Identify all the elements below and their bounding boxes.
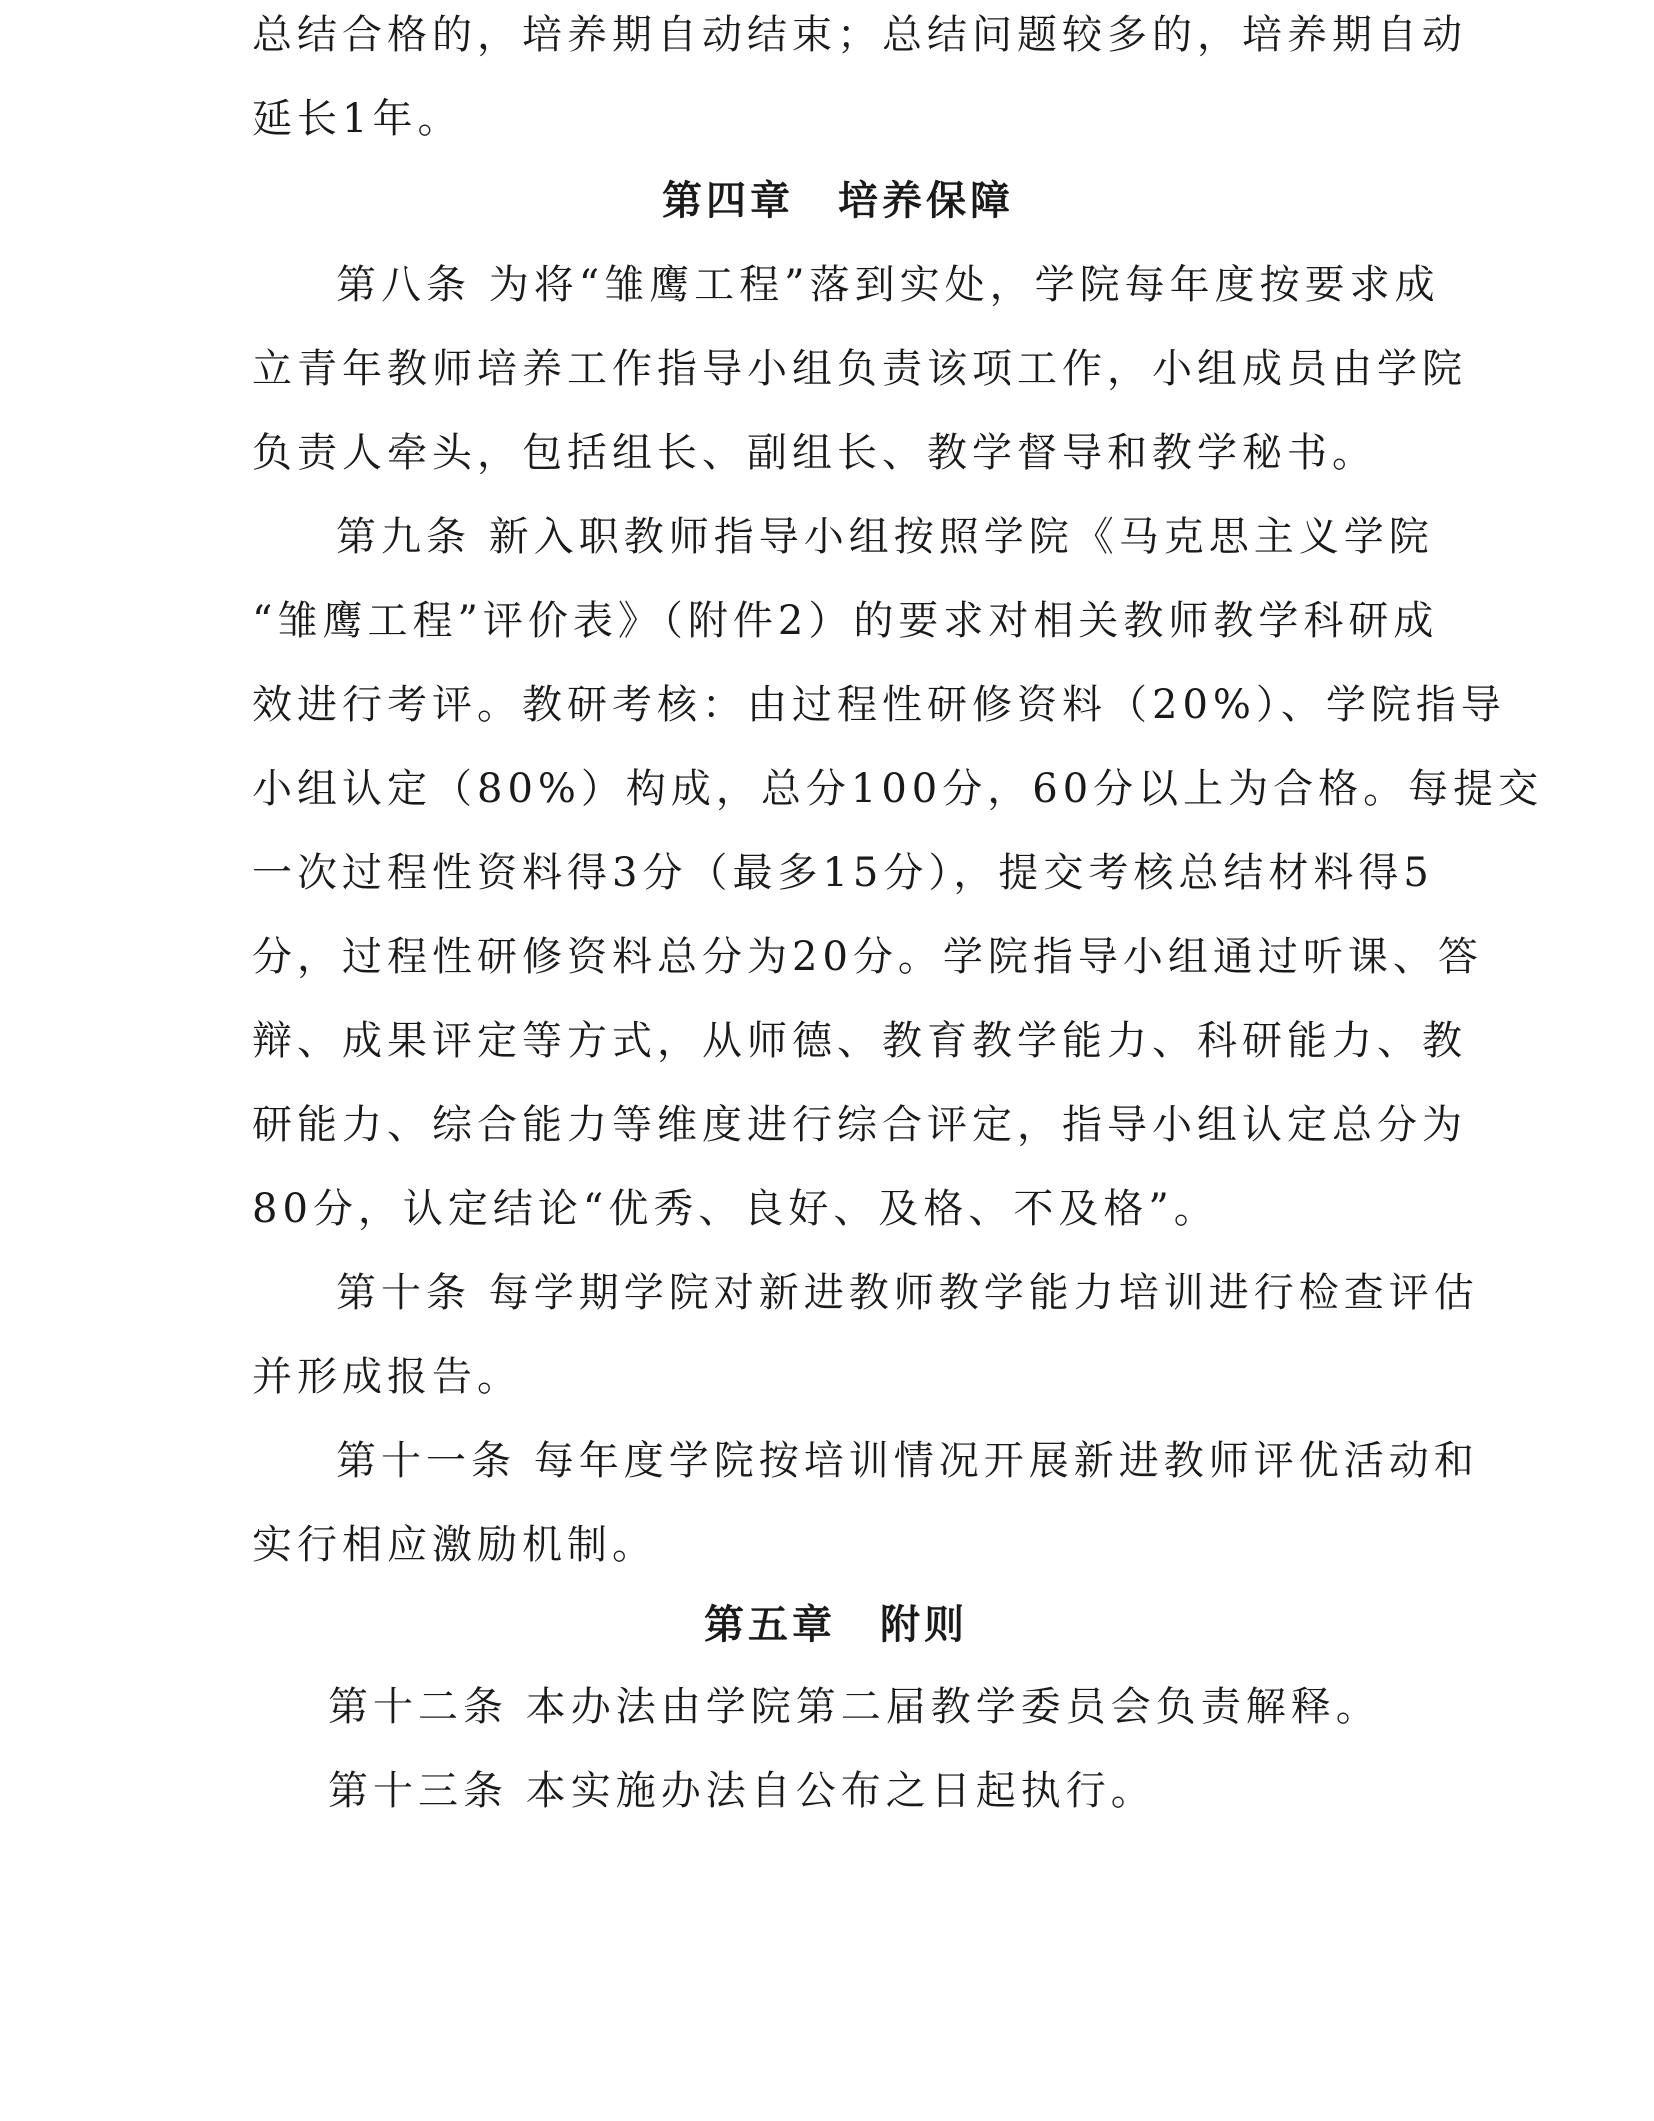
article-9-line: 80分，认定结论“优秀、良好、及格、不及格”。 <box>252 1186 1219 1232</box>
article-13-line: 第十三条 本实施办法自公布之日起执行。 <box>328 1768 1156 1814</box>
article-8-line: 第八条 为将“雏鹰工程”落到实处，学院每年度按要求成 <box>336 262 1440 308</box>
article-9-line: 小组认定（80%）构成，总分100分，60分以上为合格。每提交 <box>252 766 1544 812</box>
article-8-line: 立青年教师培养工作指导小组负责该项工作，小组成员由学院 <box>252 346 1467 392</box>
article-10-line: 并形成报告。 <box>252 1354 522 1400</box>
article-9-line: 分，过程性研修资料总分为20分。学院指导小组通过听课、答 <box>252 934 1483 980</box>
article-11-line: 第十一条 每年度学院按培训情况开展新进教师评优活动和 <box>336 1438 1479 1484</box>
article-9-line: 第九条 新入职教师指导小组按照学院《马克思主义学院 <box>336 514 1434 560</box>
article-11-line: 实行相应激励机制。 <box>252 1522 657 1568</box>
article-9-line: “雏鹰工程”评价表》（附件2）的要求对相关教师教学科研成 <box>252 598 1439 644</box>
article-9-line: 一次过程性资料得3分（最多15分），提交考核总结材料得5 <box>252 850 1434 896</box>
paragraph-line: 总结合格的，培养期自动结束；总结问题较多的，培养期自动 <box>252 12 1467 58</box>
article-9-line: 效进行考评。教研考核：由过程性研修资料（20%）、学院指导 <box>252 682 1506 728</box>
article-12-line: 第十二条 本办法由学院第二届教学委员会负责解释。 <box>328 1684 1381 1730</box>
paragraph-line: 延长1年。 <box>252 96 463 142</box>
article-9-line: 辩、成果评定等方式，从师德、教育教学能力、科研能力、教 <box>252 1018 1467 1064</box>
chapter-5-heading: 第五章 附则 <box>704 1601 968 1648</box>
article-8-line: 负责人牵头，包括组长、副组长、教学督导和教学秘书。 <box>252 430 1377 476</box>
chapter-4-heading: 第四章 培养保障 <box>662 177 1014 224</box>
article-10-line: 第十条 每学期学院对新进教师教学能力培训进行检查评估 <box>336 1270 1479 1316</box>
article-9-line: 研能力、综合能力等维度进行综合评定，指导小组认定总分为 <box>252 1102 1467 1148</box>
